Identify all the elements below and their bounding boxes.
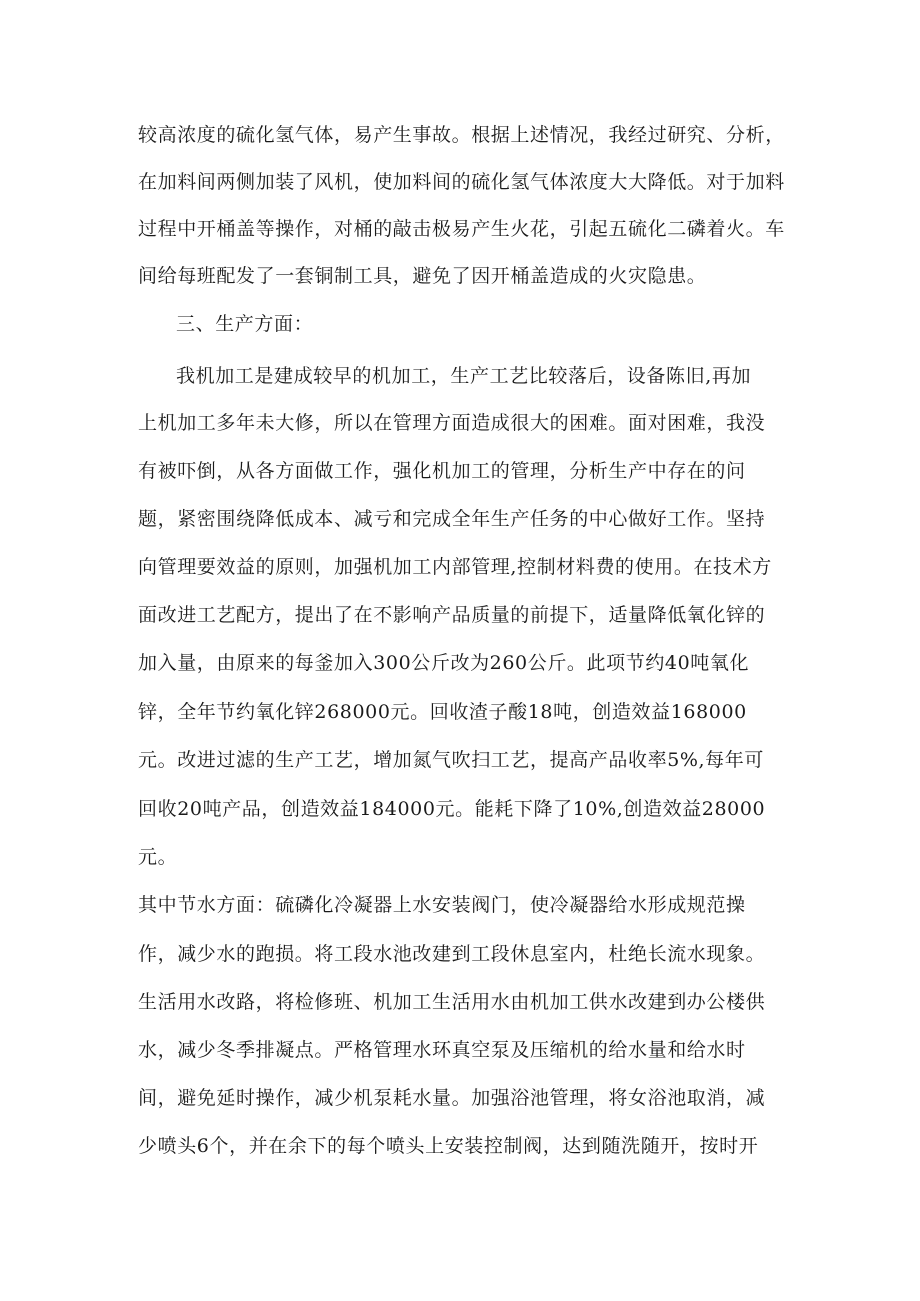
text-line-15: 回收20吨产品，创造效益184000元。能耗下降了10%,创造效益28000 bbox=[138, 798, 766, 820]
text-line-4: 间给每班配发了一套铜制工具，避免了因开桶盖造成的火灾隐患。 bbox=[138, 265, 707, 287]
text-line-18: 作，减少水的跑损。将工段水池改建到工段休息室内，杜绝长流水现象。 bbox=[138, 943, 766, 965]
text-line-10: 向管理要效益的原则，加强机加工内部管理,控制材料费的使用。在技术方 bbox=[138, 556, 772, 578]
text-line-17: 其中节水方面：硫磷化冷凝器上水安装阀门，使冷凝器给水形成规范操 bbox=[138, 894, 746, 916]
text-line-14: 元。改进过滤的生产工艺，增加氮气吹扫工艺，提高产品收率5%,每年可 bbox=[138, 749, 764, 771]
text-line-7: 上机加工多年未大修，所以在管理方面造成很大的困难。面对困难，我没 bbox=[138, 412, 766, 434]
text-line-21: 间，避免延时操作，减少机泵耗水量。加强浴池管理，将女浴池取消，减 bbox=[138, 1087, 766, 1109]
text-line-16: 元。 bbox=[138, 846, 178, 868]
text-line-9: 题，紧密围绕降低成本、减亏和完成全年生产任务的中心做好工作。坚持 bbox=[138, 508, 766, 530]
section-heading-production: 三、生产方面： bbox=[176, 313, 314, 335]
text-line-12: 加入量，由原来的每釜加入300公斤改为260公斤。此项节约40吨氧化 bbox=[138, 652, 750, 674]
text-line-2: 在加料间两侧加装了风机，使加料间的硫化氢气体浓度大大降低。对于加料 bbox=[138, 171, 785, 193]
text-line-11: 面改进工艺配方，提出了在不影响产品质量的前提下，适量降低氧化锌的 bbox=[138, 604, 766, 626]
text-line-19: 生活用水改路，将检修班、机加工生活用水由机加工供水改建到办公楼供 bbox=[138, 991, 766, 1013]
text-line-6: 我机加工是建成较早的机加工，生产工艺比较落后，设备陈旧,再加 bbox=[176, 365, 752, 387]
text-line-1: 较高浓度的硫化氢气体，易产生事故。根据上述情况，我经过研究、分析， bbox=[138, 124, 785, 146]
text-line-8: 有被吓倒，从各方面做工作，强化机加工的管理，分析生产中存在的问 bbox=[138, 460, 746, 482]
text-line-3: 过程中开桶盖等操作，对桶的敲击极易产生火花，引起五硫化二磷着火。车 bbox=[138, 218, 785, 240]
text-line-20: 水，减少冬季排凝点。严格管理水环真空泵及压缩机的给水量和给水时 bbox=[138, 1039, 746, 1061]
text-line-13: 锌，全年节约氧化锌268000元。回收渣子酸18吨，创造效益168000 bbox=[138, 701, 747, 723]
text-line-22: 少喷头6个，并在余下的每个喷头上安装控制阀，达到随洗随开，按时开 bbox=[138, 1135, 759, 1157]
